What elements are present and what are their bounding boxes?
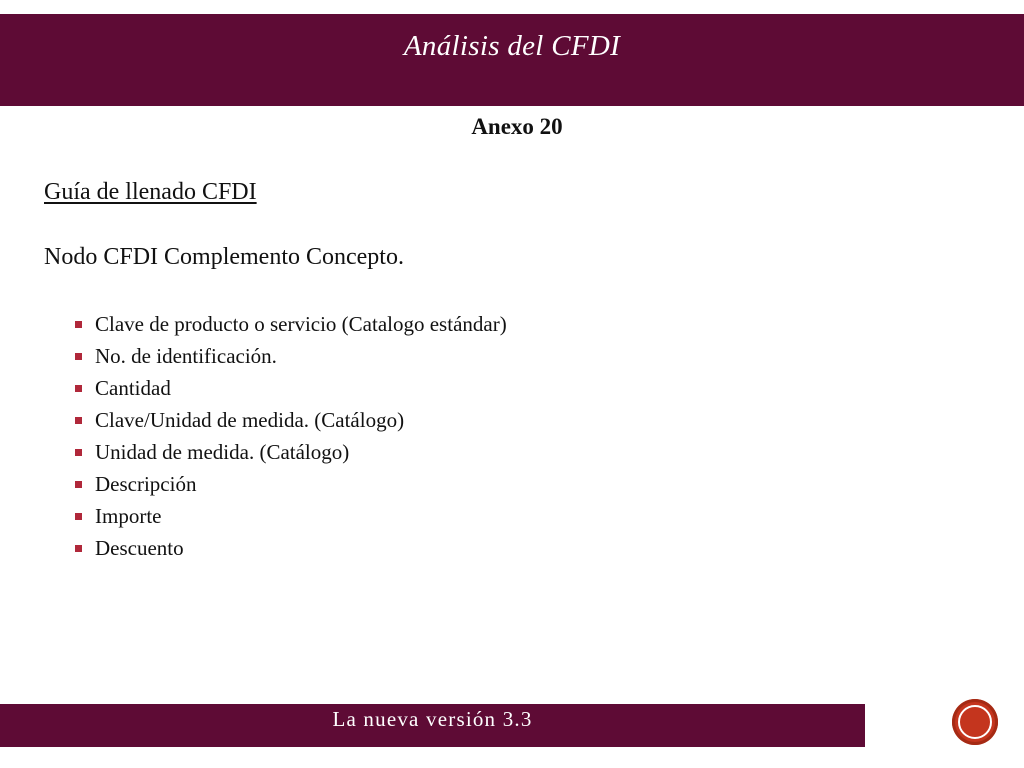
- list-item: [75, 500, 507, 532]
- list-item-label: Clave/Unidad de medida. (Catálogo): [95, 408, 405, 432]
- concept-field-list: [75, 308, 507, 564]
- list-item: [75, 532, 507, 564]
- list-item-label: Unidad de medida. (Catálogo): [95, 440, 350, 464]
- list-item: [75, 308, 507, 340]
- circle-emblem-icon: [952, 699, 998, 745]
- square-bullet-icon: [75, 353, 82, 360]
- slide-title: Análisis del CFDI: [403, 30, 621, 62]
- list-item-label: Descripción: [95, 472, 197, 496]
- square-bullet-icon: [75, 449, 82, 456]
- list-item: [75, 404, 507, 436]
- list-item: [75, 340, 507, 372]
- list-item-label: Importe: [95, 504, 162, 528]
- list-item-label: Cantidad: [95, 376, 171, 400]
- list-item-label: Clave de producto o servicio (Catalogo estándar): [95, 312, 507, 336]
- list-item: [75, 372, 507, 404]
- list-item-label: Descuento: [95, 536, 184, 560]
- square-bullet-icon: [75, 481, 82, 488]
- circle-ring: [958, 705, 992, 739]
- square-bullet-icon: [75, 545, 82, 552]
- footer-caption: La nueva versión 3.3: [332, 707, 533, 731]
- annex-heading: Anexo 20: [471, 114, 563, 139]
- list-item: [75, 468, 507, 500]
- square-bullet-icon: [75, 513, 82, 520]
- guide-heading: Guía de llenado CFDI: [44, 179, 257, 205]
- node-heading: Nodo CFDI Complemento Concepto.: [44, 244, 404, 270]
- square-bullet-icon: [75, 321, 82, 328]
- square-bullet-icon: [75, 417, 82, 424]
- square-bullet-icon: [75, 385, 82, 392]
- list-item-label: No. de identificación.: [95, 344, 277, 368]
- list-item: [75, 436, 507, 468]
